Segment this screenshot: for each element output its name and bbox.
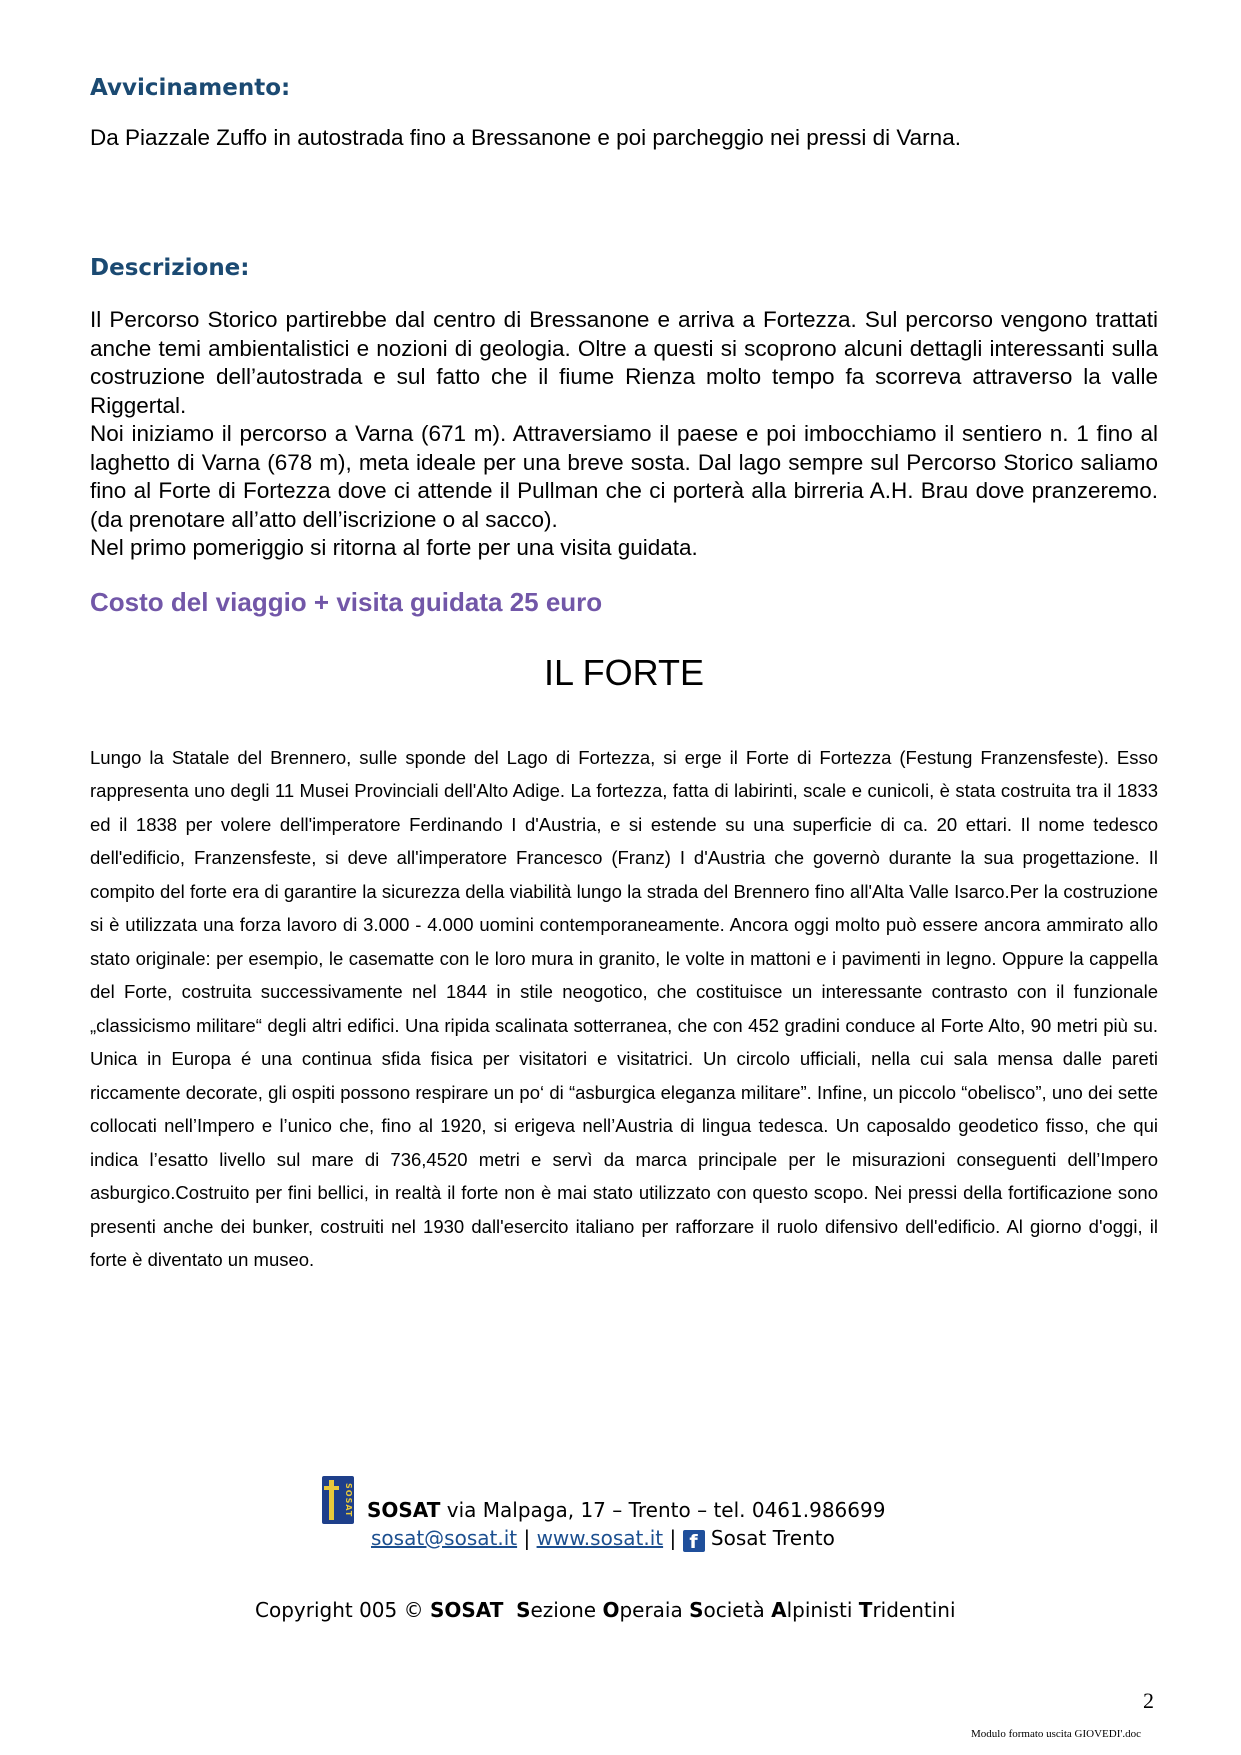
word-rest: lpinisti [786, 1598, 853, 1622]
description-paragraph: Noi iniziamo il percorso a Varna (671 m). Attraversiamo il paese e poi imbocchiamo il sentiero n. 1 fino al laghetto di Varna (678 m), meta ideale per una breve sosta. Dal lago sempre sul Percorso Storico saliamo fino al Forte di Fortezza dove ci attende il Pullman che ci porterà alla birreria A.H. Brau dove pranzeremo. (da prenotare all’atto dell’iscrizione o al sacco). [90, 421, 1158, 532]
word-initial: A [771, 1598, 787, 1622]
facebook-icon[interactable]: f [683, 1530, 705, 1552]
template-filename: Modulo formato uscita GIOVEDI'.doc [970, 1728, 1141, 1740]
copyright-org: SOSAT [429, 1598, 504, 1622]
word-initial: S [516, 1598, 531, 1622]
description-body [90, 306, 1158, 563]
approach-text: Da Piazzale Zuffo in autostrada fino a Bressanone e poi parcheggio nei pressi di Varna. [90, 125, 961, 150]
main-content [90, 72, 1158, 1277]
fort-description: Lungo la Statale del Brennero, sulle sponde del Lago di Fortezza, si erge il Forte di Fortezza (Festung Franzensfeste). Esso rappresenta uno degli 11 Musei Provinciali dell'Alto Adige. La fortezza, fatta di labirinti, scale e cunicoli, è stata costruita tra il 1833 ed il 1838 per volere dell'imperatore Ferdinando I d'Austria, e si estende su una superficie di ca. 20 ettari. Il nome tedesco dell'edificio, Franzensfeste, si deve all'imperatore Francesco (Franz) I d'Austria che governò durante la sua progettazione. Il compito del forte era di garantire la sicurezza della viabilità lungo la strada del Brennero fino all'Alta Valle Isarco.Per la costruzione si è utilizzata una forza lavoro di 3.000 - 4.000 uomini contemporaneamente. Ancora oggi molto può essere ancora ammirato allo stato originale: per esempio, le casematte con le loro mura in granito, le volte in mattoni e i pavimenti in legno. Oppure la cappella del Forte, costruita successivamente nel 1844 in stile neogotico, che costituisce un interessante contrasto con il funzionale „classicismo militare“ degli altri edifici. Una ripida scalinata sotterranea, che con 452 gradini conduce al Forte Alto, 90 metri più su. Unica in Europa é una continua sfida fisica per visitatori e visitatrici. Un circolo ufficiali, nella cui sala mensa dalle pareti riccamente decorate, gli ospiti possono respirare un po‘ di “asburgica eleganza militare”. Infine, un piccolo “obelisco”, uno dei sette collocati nell’Impero e l’unico che, fino al 1920, si erigeva nell’Austria di lingua tedesca. Un caposaldo geodetico fisso, che qui indica l’esatto livello sul mare di 736,4520 metri e servì da marca principale per le misurazioni conseguenti dell’Impero asburgico.Costruito per fini bellici, in realtà il forte non è mai stato utilizzato con questo scopo. Nei pressi della fortificazione sono presenti anche dei bunker, costruiti nel 1930 dall'esercito italiano per rafforzare il ruolo difensivo dell'edificio. Al giorno d'oggi, il forte è diventato un museo. [90, 746, 1158, 1270]
email-link[interactable]: sosat@sosat.it [371, 1526, 518, 1550]
footer-links [371, 1526, 835, 1552]
word-rest: ezione [530, 1598, 597, 1622]
description-heading: Descrizione: [90, 255, 250, 281]
word-rest: ocietà [703, 1598, 765, 1622]
footer-address: via Malpaga, 17 – Trento – tel. 0461.986699 [440, 1498, 886, 1522]
word-rest: peraia [619, 1598, 683, 1622]
copyright-prefix: Copyright 005 © [255, 1598, 430, 1622]
separator: | [663, 1526, 683, 1550]
separator: | [517, 1526, 537, 1550]
word-initial: T [858, 1598, 873, 1622]
logo-text: SOSAT [344, 1482, 353, 1518]
website-link[interactable]: www.sosat.it [536, 1526, 664, 1550]
word-initial: S [689, 1598, 704, 1622]
word-initial: O [602, 1598, 620, 1622]
description-paragraph: Nel primo pomeriggio si ritorna al forte per una visita guidata. [90, 535, 698, 560]
ice-axe-head [324, 1486, 339, 1490]
copyright-line [255, 1598, 956, 1622]
fort-title: IL FORTE [543, 651, 705, 693]
footer-org-name: SOSAT [367, 1498, 441, 1522]
sosat-logo [322, 1476, 354, 1524]
approach-heading: Avvicinamento: [90, 75, 291, 101]
footer-address-line [367, 1498, 885, 1522]
cost-line: Costo del viaggio + visita guidata 25 euro [90, 586, 603, 617]
description-paragraph: Il Percorso Storico partirebbe dal centro di Bressanone e arriva a Fortezza. Sul percorso vengono trattati anche temi ambientalistici e nozioni di geologia. Oltre a questi si scoprono alcuni dettagli interessanti sulla costruzione dell’autostrada e sul fatto che il fiume Rienza molto tempo fa scorreva attraverso la valle Riggertal. [90, 307, 1158, 418]
facebook-label: Sosat Trento [704, 1526, 835, 1550]
page-number: 2 [1143, 1688, 1154, 1713]
word-rest: ridentini [872, 1598, 956, 1622]
